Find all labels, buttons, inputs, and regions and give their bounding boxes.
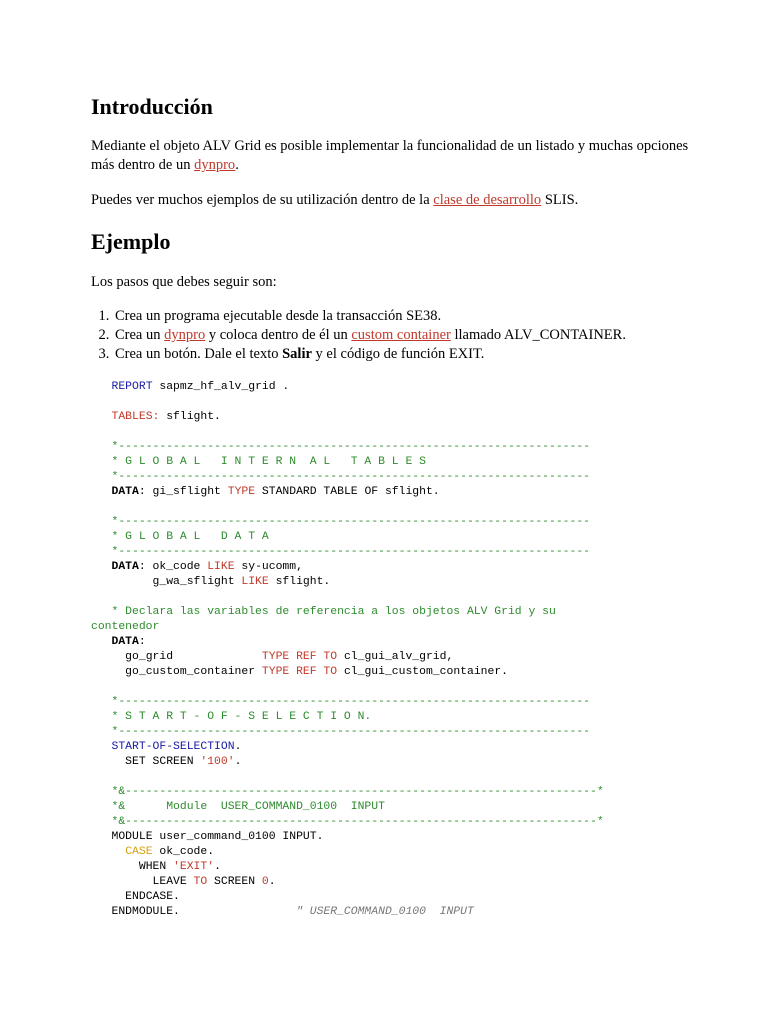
code-line: ENDCASE.	[111, 891, 180, 903]
code-line: MODULE user_command_0100 INPUT.	[111, 831, 324, 843]
code-line: go_custom_container TYPE REF TO cl_gui_custom_container.	[111, 666, 508, 678]
code-line: DATA:	[111, 636, 146, 648]
code-line: *---------------------------------------------------------------------	[111, 726, 591, 738]
code-line: go_grid TYPE REF TO cl_gui_alv_grid,	[111, 651, 454, 663]
code-line: START-OF-SELECTION.	[111, 741, 242, 753]
code-line: * S T A R T - O F - S E L E C T I O N.	[111, 711, 372, 723]
code-line: * G L O B A L I N T E R N A L T A B L E S	[111, 456, 426, 468]
step-item-3: 3. Crea un botón. Dale el texto Salir y el código de función EXIT.	[113, 345, 753, 364]
code-line: *---------------------------------------------------------------------	[111, 696, 591, 708]
code-line: LEAVE TO SCREEN 0.	[111, 876, 276, 888]
code-line: TABLES: sflight.	[111, 411, 221, 423]
link-clase-de-desarrollo[interactable]: clase de desarrollo	[433, 192, 542, 208]
code-line: DATA: gi_sflight TYPE STANDARD TABLE OF sflight.	[111, 486, 440, 498]
code-line: CASE ok_code.	[125, 846, 215, 858]
heading-introduccion: Introducción	[91, 94, 213, 119]
code-line: contenedor	[91, 621, 160, 633]
code-line: *&---------------------------------------------------------------------*	[111, 816, 604, 828]
step-item-2: 2. Crea un dynpro y coloca dentro de él un custom container llamado ALV_CONTAINER.	[113, 326, 753, 345]
code-block	[91, 380, 751, 920]
code-line: *---------------------------------------------------------------------	[111, 441, 591, 453]
code-line: DATA: ok_code LIKE sy-ucomm,	[111, 561, 303, 573]
link-dynpro-step[interactable]: dynpro	[164, 327, 206, 343]
link-dynpro[interactable]: dynpro	[194, 157, 236, 173]
code-line: *---------------------------------------------------------------------	[111, 546, 591, 558]
code-line: *& Module USER_COMMAND_0100 INPUT	[111, 801, 385, 813]
intro-paragraph-1: Mediante el objeto ALV Grid es posible implementar la funcionalidad de un listado y muchas opciones más dentro de un dynpro.	[91, 138, 689, 173]
code-line: REPORT sapmz_hf_alv_grid .	[111, 381, 290, 393]
intro-paragraph-2: Puedes ver muchos ejemplos de su utilización dentro de la clase de desarrollo SLIS.	[91, 192, 579, 208]
code-line: WHEN 'EXIT'.	[111, 861, 221, 873]
step-item-1: 1. Crea un programa ejecutable desde la transacción SE38.	[113, 307, 753, 326]
link-custom-container[interactable]: custom container	[351, 327, 451, 343]
code-line: *---------------------------------------------------------------------	[111, 516, 591, 528]
code-line: ENDMODULE. " USER_COMMAND_0100 INPUT	[111, 906, 474, 918]
heading-ejemplo: Ejemplo	[91, 229, 171, 254]
code-line: *---------------------------------------------------------------------	[111, 471, 591, 483]
code-line: *&---------------------------------------------------------------------*	[111, 786, 604, 798]
code-line: g_wa_sflight LIKE sflight.	[111, 576, 331, 588]
code-line: SET SCREEN '100'.	[111, 756, 242, 768]
steps-list	[91, 307, 753, 364]
code-line: * G L O B A L D A T A	[111, 531, 269, 543]
code-line: * Declara las variables de referencia a los objetos ALV Grid y su	[111, 606, 556, 618]
steps-lead: Los pasos que debes seguir son:	[91, 274, 277, 290]
